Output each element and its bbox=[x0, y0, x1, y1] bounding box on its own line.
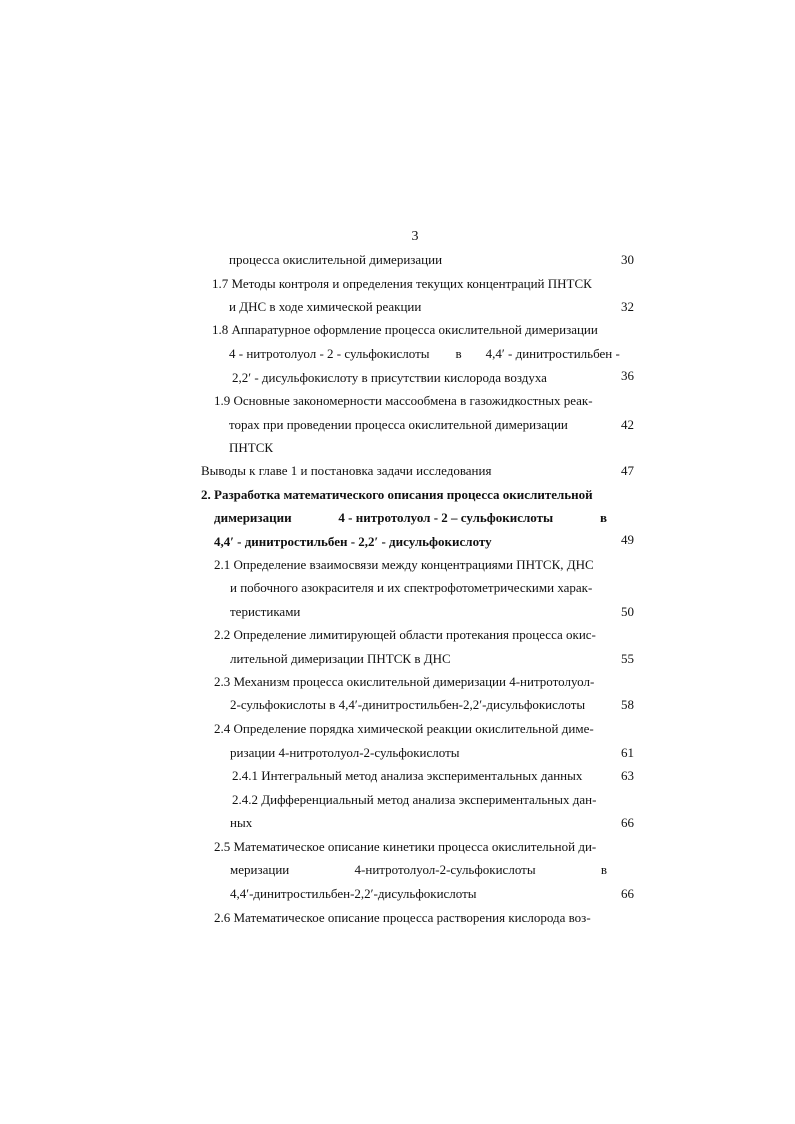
toc-text: в bbox=[600, 862, 607, 877]
toc-entry-2-2-cont: лительной димеризации ПНТСК в ДНС bbox=[230, 651, 451, 666]
toc-entry-2-1: 2.1 Определение взаимосвязи между концентрациями ПНТСК, ДНС bbox=[214, 557, 594, 572]
toc-entry-1-9: 1.9 Основные закономерности массообмена в газожидкостных реак- bbox=[214, 393, 593, 408]
toc-page-number: 66 bbox=[621, 815, 634, 830]
toc-page-number: 32 bbox=[621, 299, 634, 314]
toc-page-number: 66 bbox=[621, 886, 634, 901]
toc-text: в bbox=[455, 346, 462, 361]
toc-text: димеризации bbox=[214, 510, 292, 525]
toc-page-number: 61 bbox=[621, 745, 634, 760]
toc-chapter-2-cont bbox=[214, 510, 607, 526]
toc-entry-1-8-cont2: 2,2′ - дисульфокислоту в присутствии кислорода воздуха bbox=[232, 370, 547, 385]
page-number: 3 bbox=[411, 229, 419, 244]
toc-page-number: 50 bbox=[621, 604, 634, 619]
toc-entry-1-9-cont: торах при проведении процесса окислительной димеризации bbox=[229, 417, 568, 432]
toc-page-number: 58 bbox=[621, 697, 634, 712]
toc-entry-2-3-cont: 2-сульфокислоты в 4,4′-динитростильбен-2,2′-дисульфокислоты bbox=[230, 697, 586, 712]
toc-chapter-2-cont2: 4,4′ - динитростильбен - 2,2′ - дисульфокислоту bbox=[214, 534, 492, 549]
toc-entry-2-5-cont bbox=[230, 862, 607, 878]
toc-entry-2-5: 2.5 Математическое описание кинетики процесса окислительной ди- bbox=[214, 839, 597, 854]
toc-page-number: 42 bbox=[621, 417, 634, 432]
toc-entry-1-9-cont2: ПНТСК bbox=[229, 440, 274, 455]
toc-text: 4 - нитротолуол - 2 – сульфокислоты bbox=[338, 510, 554, 525]
toc-entry-2-4-cont: ризации 4-нитротолуол-2-сульфокислоты bbox=[230, 745, 460, 760]
toc-entry-2-4: 2.4 Определение порядка химической реакции окислительной диме- bbox=[214, 721, 594, 736]
toc-entry-conclusions: Выводы к главе 1 и постановка задачи исследования bbox=[201, 463, 492, 478]
toc-entry-2-4-2: 2.4.2 Дифференциальный метод анализа экспериментальных дан- bbox=[232, 792, 597, 807]
toc-entry-2-5-cont2: 4,4′-динитростильбен-2,2′-дисульфокислоты bbox=[230, 886, 477, 901]
toc-entry-2-4-1: 2.4.1 Интегральный метод анализа экспериментальных данных bbox=[232, 768, 583, 783]
toc-text: меризации bbox=[230, 862, 290, 877]
toc-entry-continuation: процесса окислительной димеризации bbox=[229, 252, 443, 267]
toc-entry-1-8-cont bbox=[229, 346, 620, 362]
toc-entry-2-4-2-cont: ных bbox=[230, 815, 253, 830]
toc-page-number: 55 bbox=[621, 651, 634, 666]
toc-page-number: 47 bbox=[621, 463, 634, 478]
toc-page-number: 30 bbox=[621, 252, 634, 267]
toc-text: 4-нитротолуол-2-сульфокислоты bbox=[354, 862, 536, 877]
toc-page-number: 63 bbox=[621, 768, 634, 783]
toc-entry-2-2: 2.2 Определение лимитирующей области протекания процесса окис- bbox=[214, 627, 596, 642]
toc-entry-1-7: 1.7 Методы контроля и определения текущих концентраций ПНТСК bbox=[212, 276, 592, 291]
toc-page-number: 49 bbox=[621, 532, 634, 547]
toc-entry-2-3: 2.3 Механизм процесса окислительной димеризации 4-нитротолуол- bbox=[214, 674, 595, 689]
toc-text: 4,4′ - динитростильбен - bbox=[485, 346, 620, 361]
toc-chapter-2: 2. Разработка математического описания процесса окислительной bbox=[201, 487, 593, 502]
toc-page-number: 36 bbox=[621, 368, 634, 383]
toc-entry-2-1-cont2: теристиками bbox=[230, 604, 301, 619]
toc-entry-2-1-cont: и побочного азокрасителя и их спектрофотометрическими харак- bbox=[230, 580, 593, 595]
toc-entry-1-8: 1.8 Аппаратурное оформление процесса окислительной димеризации bbox=[212, 322, 598, 337]
toc-text: 4 - нитротолуол - 2 - сульфокислоты bbox=[229, 346, 430, 361]
toc-text: в bbox=[599, 510, 607, 525]
toc-entry-1-7-cont: и ДНС в ходе химической реакции bbox=[229, 299, 422, 314]
toc-entry-2-6: 2.6 Математическое описание процесса растворения кислорода воз- bbox=[214, 910, 591, 925]
